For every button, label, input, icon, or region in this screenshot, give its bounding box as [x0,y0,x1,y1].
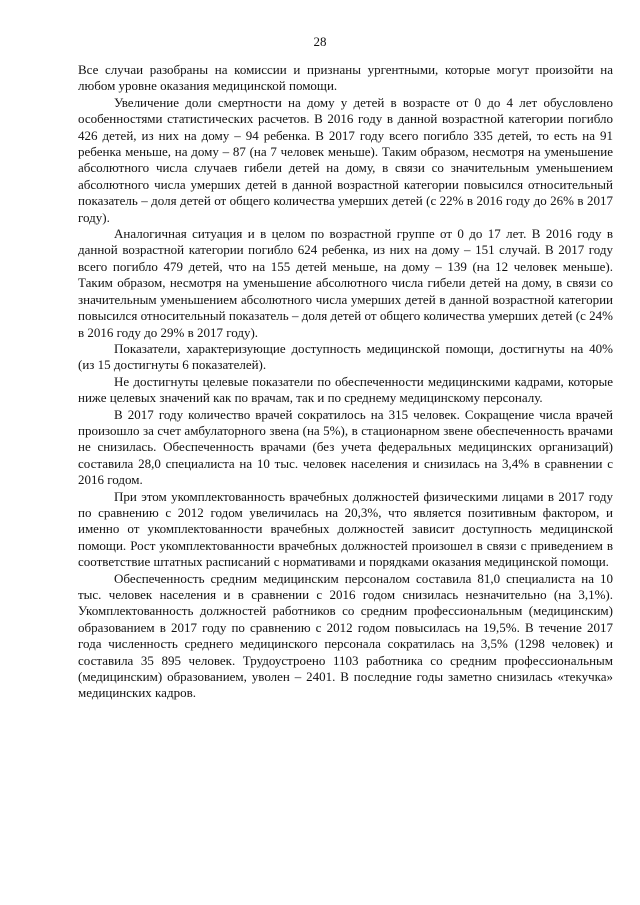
paragraph-mortality-0-17: Аналогичная ситуация и в целом по возрастной группе от 0 до 17 лет. В 2016 году в данной возрастной категории погибло 624 ребенка, из них на дому – 151 случай. В 2017 году всего погибло 479 детей, что на 155 детей меньше, на дому – 139 (на 12 человек меньше). Таким образом, несмотря на уменьшение абсолютного числа гибели детей на дому, в связи со значительным уменьшением абсолютного числа умерших детей в данной возрастной категории повысился относительный показатель – доля детей от общего количества умерших детей (с 24% в 2016 году до 29% в 2017 году). [78,226,613,340]
paragraph-mortality-0-4: Увеличение доли смертности на дому у детей в возрасте от 0 до 4 лет обусловлено особенностями статистических расчетов. В 2016 году в данной возрастной категории погибло 426 детей, из них на дому – 94 ребенка. В 2017 году всего погибло 335 детей, то есть на 91 ребенка меньше, на дому – 87 (на 7 человек меньше). Таким образом, несмотря на уменьшение абсолютного числа случаев гибели детей на дому, в связи со значительным уменьшением абсолютного числа умерших детей в данной возрастной категории повысился относительный показатель – доля детей от общего количества умерших детей (с 22% в 2016 году до 26% в 2017 году). [78,94,613,225]
paragraph-staffing-targets: Не достигнуты целевые показатели по обеспеченности медицинскими кадрами, которые ниже целевых значений как по врачам, так и по среднему медицинскому персоналу. [78,373,613,406]
page-number: 28 [313,34,327,49]
paragraph-nursing-staff: Обеспеченность средним медицинским персоналом составила 81,0 специалиста на 10 тыс. человек населения и в сравнении с 2016 годом снизилась незначительно (на 3,1%). Укомплектованность должностей работников со средним профессиональным (медицинским) образованием в 2017 году по сравнению с 2012 годом повысилась на 19,5%. В течение 2017 года численность среднего медицинского персонала сократилась на 3,5% (1298 человек) и составила 35 895 человек. Трудоустроено 1103 работника со средним профессиональным (медицинским) образованием, уволен – 2401. В последние годы заметно снизилась «текучка» медицинских кадров. [78,570,613,701]
paragraph-doctors-reduction: В 2017 году количество врачей сократилось на 315 человек. Сокращение числа врачей произошло за счет амбулаторного звена (на 5%), в стационарном звене обеспеченность врачами не снизилась. Обеспеченность врачами (без учета федеральных медицинских организаций) составила 28,0 специалиста на 10 тыс. человек населения и снизилась на 3,4% в сравнении с 2016 годом. [78,406,613,488]
paragraph-incidents-reviewed: Все случаи разобраны на комиссии и признаны ургентными, которые могут произойти на любом уровне оказания медицинской помощи. [78,62,613,94]
document-body [78,62,613,702]
paragraph-staffing-level: При этом укомплектованность врачебных должностей физическими лицами в 2017 году по сравнению с 2012 годом увеличилась на 20,3%, что является позитивным фактором, и именно от укомплектованности врачебных должностей зависит доступность медицинской помощи. Рост укомплектованности врачебных должностей произошел в связи с приведением в соответствие штатных расписаний с нормативами и порядками оказания медицинской помощи. [78,488,613,570]
paragraph-accessibility-indicators: Показатели, характеризующие доступность медицинской помощи, достигнуты на 40% (из 15 достигнуты 6 показателей). [78,340,613,373]
